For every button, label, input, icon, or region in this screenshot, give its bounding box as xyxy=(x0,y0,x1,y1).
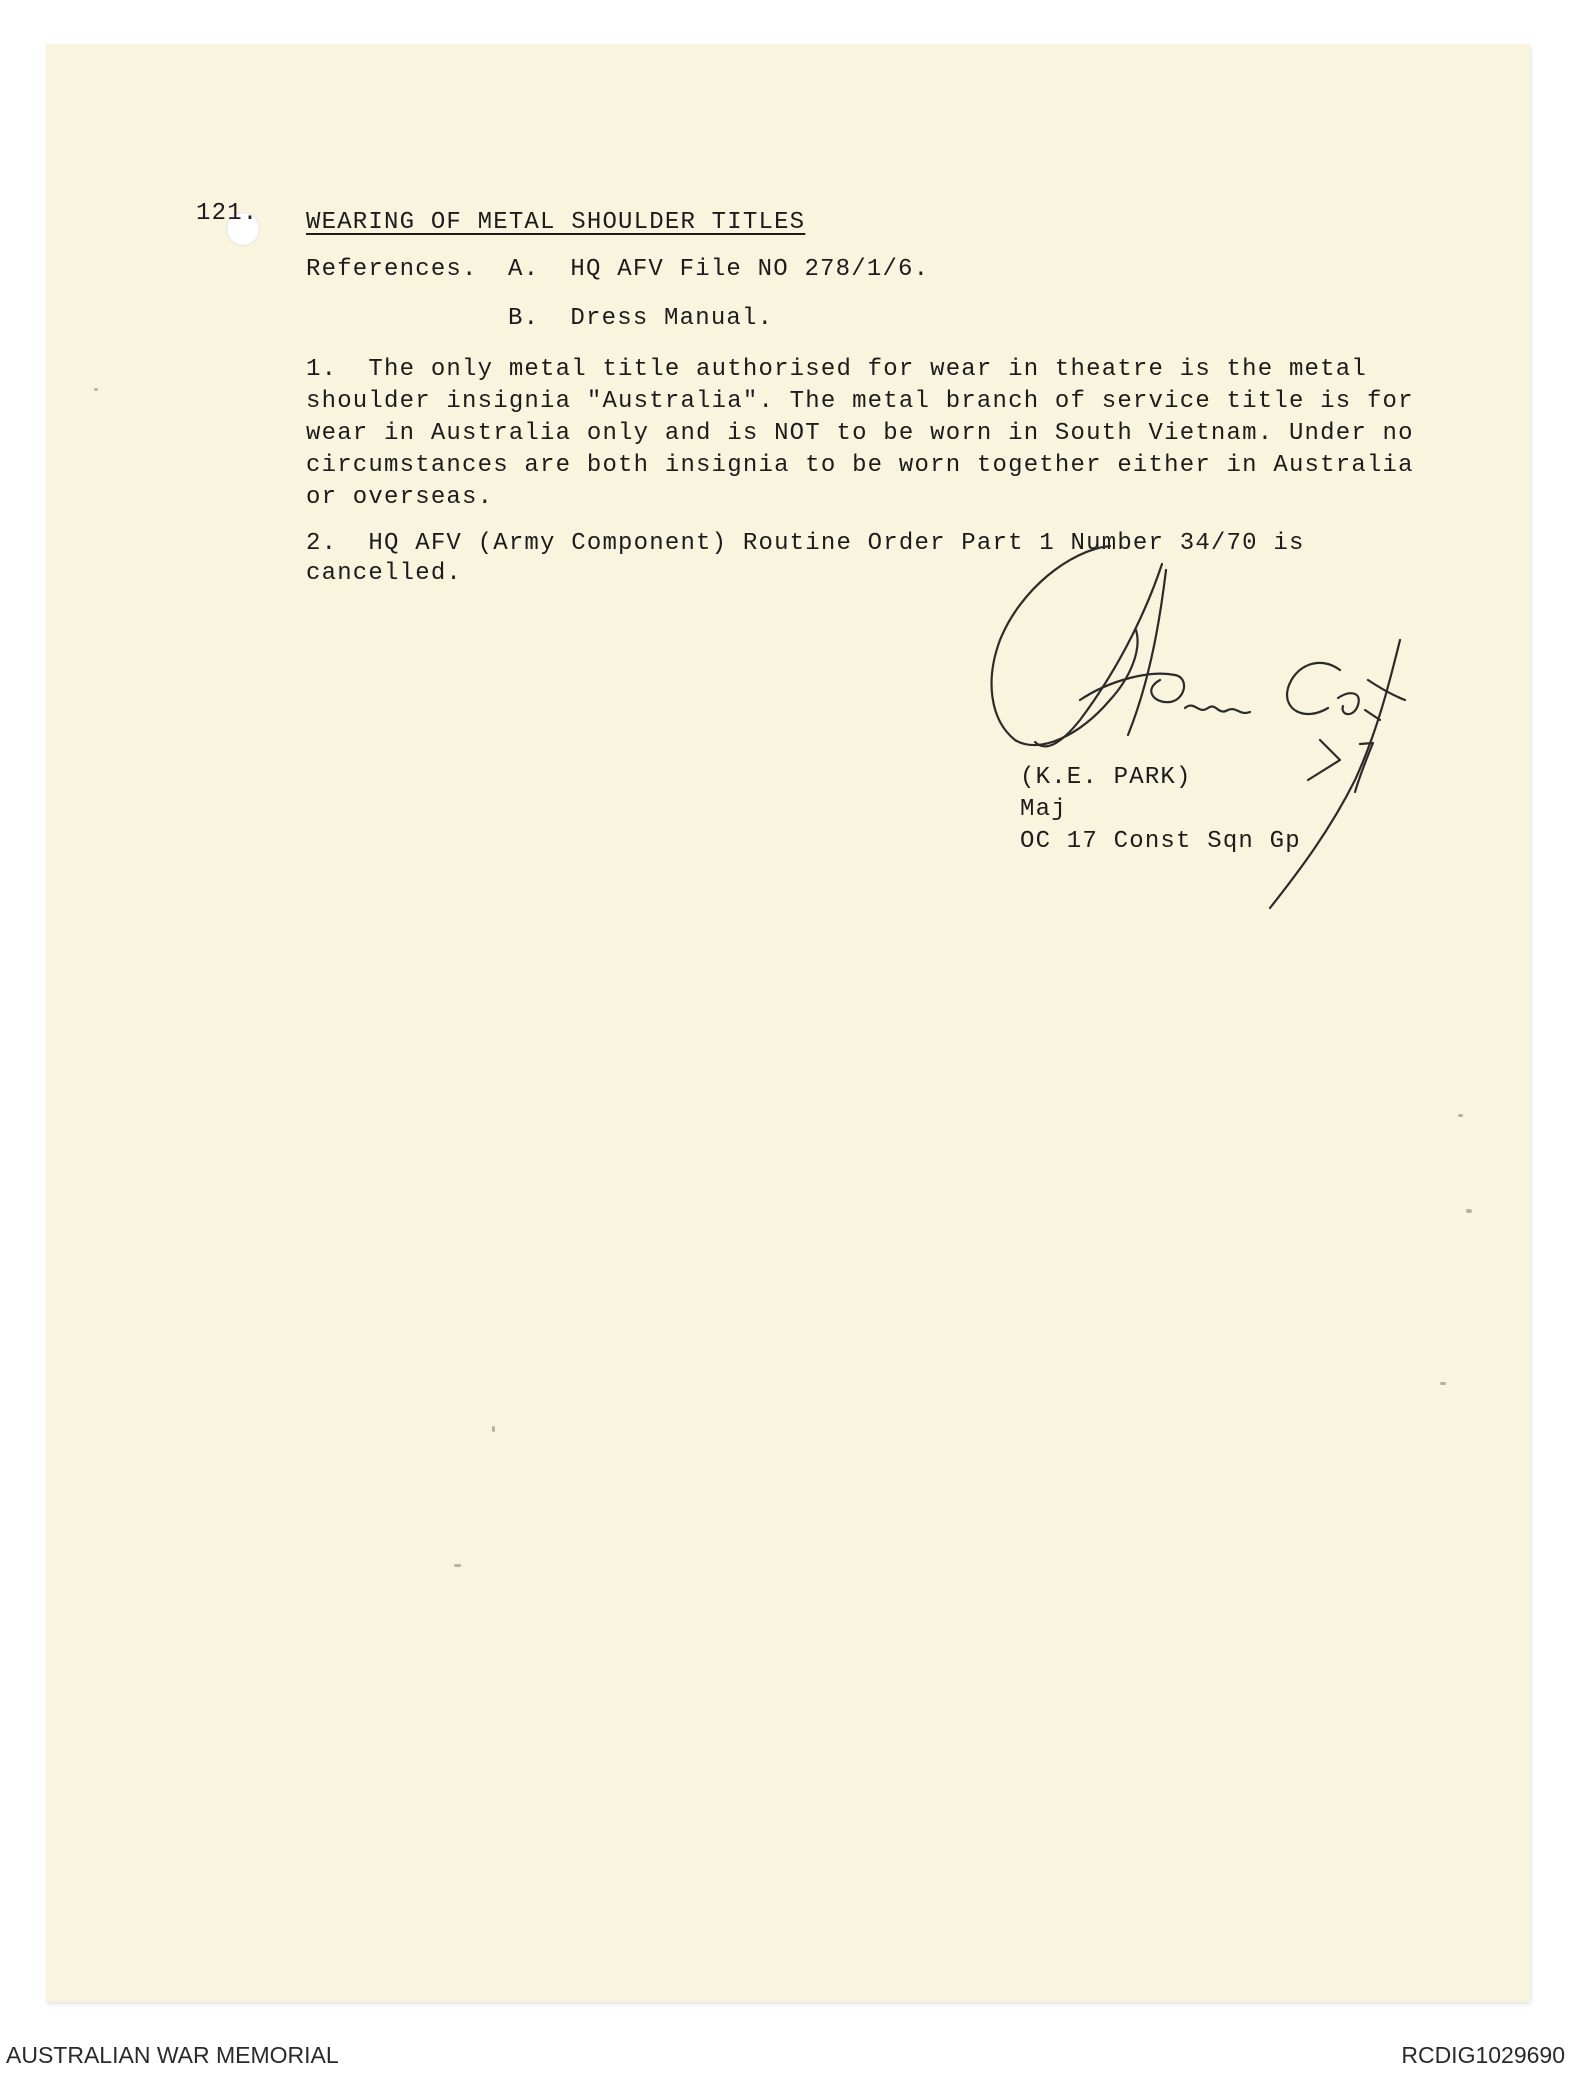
reference-a: A. HQ AFV File NO 278/1/6. xyxy=(508,256,930,283)
references-label: References. xyxy=(306,256,478,283)
order-title: WEARING OF METAL SHOULDER TITLES xyxy=(306,209,806,236)
paragraph-1-line: circumstances are both insignia to be worn together either in Australia xyxy=(306,452,1414,479)
signatory-name: (K.E. PARK) xyxy=(1020,764,1192,791)
document-page xyxy=(46,44,1530,2002)
footer-source: AUSTRALIAN WAR MEMORIAL xyxy=(6,2042,339,2068)
signatory-appointment: OC 17 Const Sqn Gp xyxy=(1020,828,1301,855)
paper-speck xyxy=(1466,1209,1472,1213)
paper-speck xyxy=(492,1426,495,1432)
footer-identifier: RCDIG1029690 xyxy=(1401,2042,1565,2068)
handwritten-signature xyxy=(960,530,1420,920)
paper-speck xyxy=(1458,1114,1463,1117)
paper-speck xyxy=(94,388,98,391)
reference-b: B. Dress Manual. xyxy=(508,305,774,332)
signatory-rank: Maj xyxy=(1020,796,1067,823)
paper-speck xyxy=(1440,1382,1446,1385)
paragraph-2-line: 2. HQ AFV (Army Component) Routine Order Part 1 Number 34/70 is xyxy=(306,530,1305,557)
paragraph-2-line: cancelled. xyxy=(306,560,463,587)
paragraph-1-line: 1. The only metal title authorised for wear in theatre is the metal xyxy=(306,356,1367,383)
paragraph-1-line: or overseas. xyxy=(306,484,494,511)
paragraph-1-line: wear in Australia only and is NOT to be worn in South Vietnam. Under no xyxy=(306,420,1414,447)
paper-speck xyxy=(454,1564,461,1567)
paragraph-1-line: shoulder insignia "Australia". The metal branch of service title is for xyxy=(306,388,1414,415)
order-number: 121. xyxy=(196,200,259,227)
